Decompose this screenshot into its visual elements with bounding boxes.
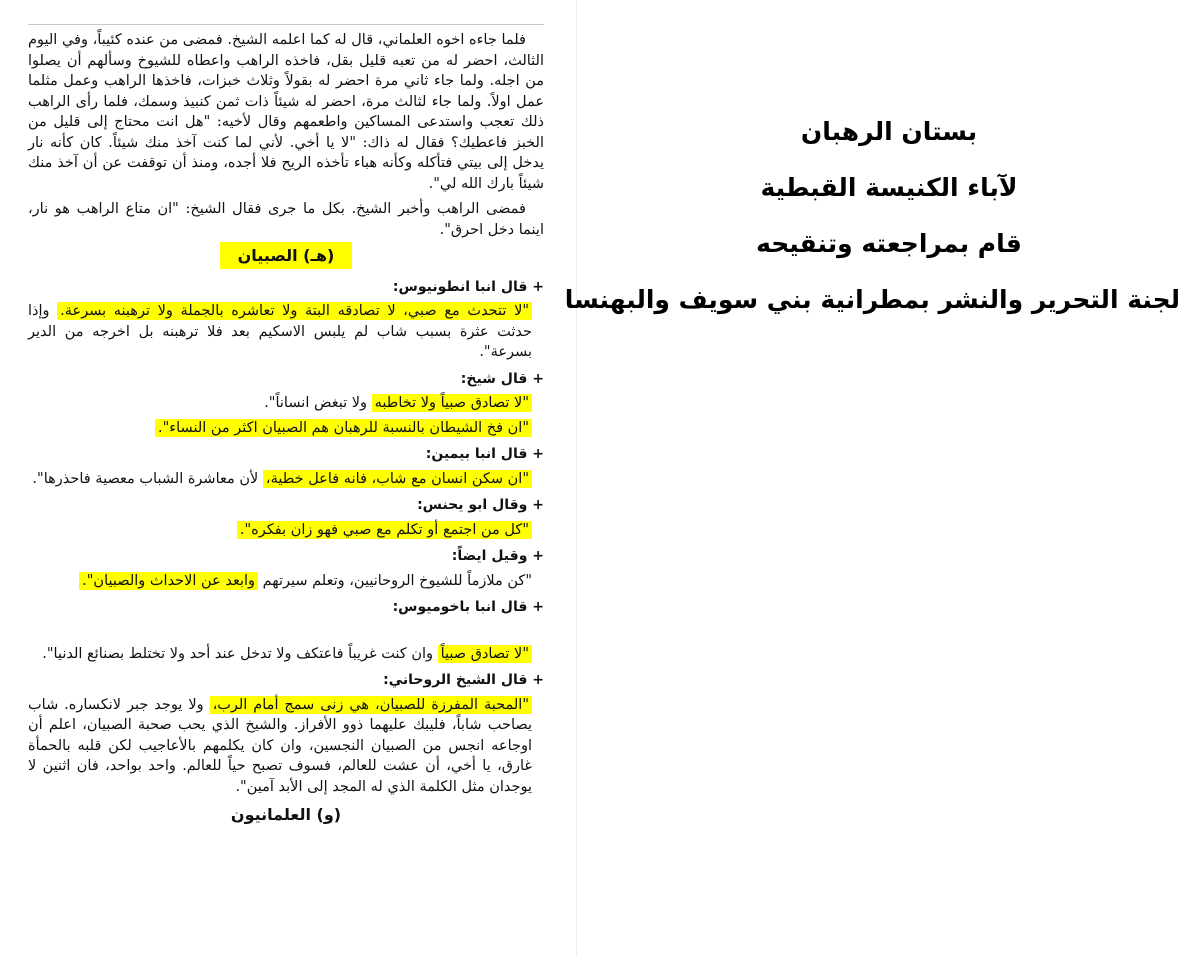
- saying-4-text: [28, 520, 532, 541]
- saying-7-rest: ولا يوجد جبر لانكساره. شاب يصاحب شاباً، فليبك عليهما ذوو الأفراز. والشيخ الذي يحب صحبة الصبيان، اعلم أن اوجاعه انجس من الصبيان النجسين، وان كان يكلمهم بالأعاجيب لكن قلبه بالحمأة غارق، يا أخي، أن عشت للعالم، فسوف تصبح حياً للعالم. واحد بواحد، فان اثنين لا يوجدان مثل الكلمة الذي له المجد إلى الأبد آمين".: [28, 696, 532, 795]
- section-heading-text: (هـ) الصبيان: [220, 242, 353, 269]
- saying-7-text: [28, 695, 532, 798]
- saying-5-text: [28, 571, 532, 592]
- saying-1-highlight: "لا تتحدث مع صبي، لا تصادقه البتة ولا تعاشره بالجملة ولا ترهبنه بسرعة.: [57, 302, 532, 320]
- saying-2-author: + قال شيخ:: [460, 370, 544, 387]
- saying-7-author: + قال الشيخ الروحاني:: [383, 672, 544, 688]
- saying-2-highlight-2: "ان فخ الشيطان بالنسبة للرهبان هم الصبيان اكثر من النساء".: [155, 419, 532, 437]
- section-heading: [28, 246, 544, 267]
- saying-1-text: [28, 301, 532, 363]
- saying-5-highlight: وابعد عن الاحداث والصبيان".: [79, 572, 258, 590]
- document-body: [28, 30, 544, 826]
- saying-2-highlight-1: "لا تصادق صبياً ولا تخاطبه: [372, 394, 532, 412]
- saying-3-highlight: "ان سكن انسان مع شاب، فانه فاعل خطية،: [263, 470, 532, 488]
- saying-3-rest: لأن معاشرة الشباب معصية فاحذرها".: [32, 470, 259, 487]
- book-title: بستان الرهبان: [800, 117, 978, 146]
- panel-divider: [576, 0, 577, 956]
- book-reviewed-by: قام بمراجعته وتنقيحه: [756, 229, 1022, 258]
- saying-2-quote-1: [28, 393, 532, 414]
- blank-gap: [28, 622, 544, 644]
- saying-5-pre: "كن ملازماً للشيوخ الروحانيين، وتعلم سيرتهم: [262, 572, 532, 589]
- saying-3-text: [28, 469, 532, 490]
- saying-4-highlight: "كل من اجتمع أو تكلم مع صبي فهو زان بفكره".: [237, 521, 532, 539]
- scanned-page: [0, 0, 556, 956]
- paragraph-1: فلما جاءه اخوه العلماني، قال له كما اعلمه الشيخ. فمضى من عنده كئيباً، وفي اليوم الثالث، احضر له من تعبه قليل بقل، فاخذه الراهب واعطاه للشيوخ وسألهم أن يصلوا من اجله. ولما جاء ثاني مرة احضر له بقولاً وثلاث خبزات، فاخذها الراهب وعمل مثلما عمل اولاً. ولما جاء لثالث مرة، احضر له شيئاً ذات ثمن كنبيذ وسمك، فلما رأى الراهب ذلك تعجب واستدعى المساكين واطعمهم وقال لأخيه: "هل انت محتاج إلى قليل من الخبز فاعطيك؟ فقال له ذاك: "لا يا أخي. لأني لما كنت آخذ منك شيئاً. كان كأنه نار يدخل إلى بيتي فتأكله وكأنه هباء تأخذه الريح فلا أجده، ومنذ أن توقفت عن أن آخذ منك شيئاً بارك الله لي".: [28, 32, 544, 192]
- next-section-heading: (و) العلمانيون: [230, 805, 342, 824]
- saying-6-author: + قال انبا باخوميوس:: [392, 599, 544, 615]
- saying-3-author: + قال انبا بيمين:: [425, 446, 544, 462]
- paragraph-2: فمضى الراهب وأخبر الشيخ. بكل ما جرى فقال الشيخ: "ان متاع الراهب هو نار، اينما دخل احرق".: [28, 201, 544, 238]
- saying-5-author: + وقيل ايضاً:: [451, 548, 544, 564]
- saying-1-rest: وإذا حدثت عثرة بسبب شاب لم يلبس الاسكيم بعد فلا ترهبنه بل اخرجه من الدير بسرعة".: [28, 303, 532, 360]
- book-subtitle: لآباء الكنيسة القبطية: [760, 173, 1018, 202]
- saying-7-highlight: "المحبة المفرزة للصبيان، هي زنى سمج أمام الرب،: [210, 696, 532, 714]
- book-title-block: [564, 104, 1180, 328]
- saying-1-author: + قال انبا انطونيوس:: [392, 278, 544, 295]
- saying-2-quote-2: [28, 418, 532, 439]
- saying-6-text: [28, 644, 532, 665]
- saying-2-rest-1: ولا تبغض انساناً".: [264, 395, 368, 411]
- book-committee: لجنة التحرير والنشر بمطرانية بني سويف والبهنسا: [564, 285, 1180, 314]
- saying-6-highlight: "لا تصادق صبياً: [438, 645, 532, 663]
- page-top-rule: [28, 24, 544, 25]
- saying-4-author: + وقال ابو يحنس:: [417, 497, 544, 513]
- saying-6-rest: وان كنت غريباً فاعتكف ولا تدخل عند أحد ولا تختلط بصنائع الدنيا".: [42, 645, 434, 662]
